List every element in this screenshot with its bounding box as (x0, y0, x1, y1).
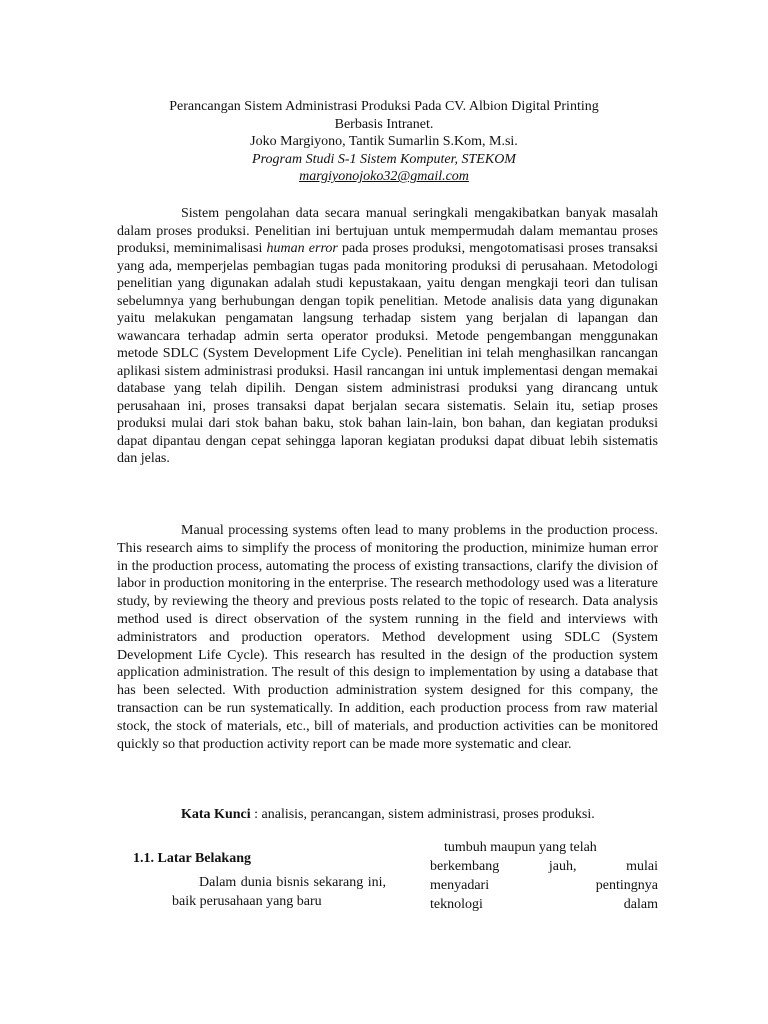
abstract-id-part-1: Sistem pengolahan data secara manual seringkali mengakibatkan banyak masalah dalam proses produksi. Penelitian ini bertujuan untuk mempermudah dalam memantau proses produksi, meminimalisasi (117, 206, 658, 256)
paper-authors: Joko Margiyono, Tantik Sumarlin S.Kom, M.si. (250, 134, 518, 150)
section-left-column: Dalam dunia bisnis sekarang ini, baik perusahaan yang baru (172, 875, 386, 909)
right-column-word: tumbuh maupun yang telah (444, 840, 597, 855)
paper-title-line-2: Berbasis Intranet. (334, 116, 434, 132)
keywords-label: Kata Kunci (181, 807, 251, 822)
paper-email-link[interactable]: margiyonojoko32@gmail.com (299, 169, 469, 185)
section-heading: 1.1. Latar Belakang (133, 851, 251, 866)
abstract-id-part-2: pada proses produksi, mengotomatisasi proses transaksi yang ada, memperjelas pembagian tugas pada monitoring produksi di perusahaan. Metodologi penelitian yang digunakan adalah studi kepustakaan, yaitu dengan mengkaji teori dan tulisan sebelumnya yang berhubungan dengan topik penelitian. Metode analisis data yang digunakan yaitu melakukan pengamatan langsung terhadap sistem yang berjalan di lapangan dan wawancara terhadap admin serta operator produksi. Metode pengembangan menggunakan metode SDLC (System Development Life Cycle). Penelitian ini telah menghasilkan rancangan aplikasi sistem administrasi produksi. Hasil rancangan ini untuk implementasi dengan memakai database yang telah dipilih. Dengan sistem administrasi produksi yang dirancang untuk perusahaan ini, proses transaksi dapat berjalan secara sistematis. Selain itu, setiap proses produksi mulai dari stok bahan baku, stok bahan lain-lain, bon bahan, dan kegiatan produksi dapat dipantau dengan cepat sehingga laporan kegiatan produksi dapat dibuat lebih sistematis dan jelas. (117, 241, 658, 466)
paper-affiliation: Program Studi S-1 Sistem Komputer, STEKOM (252, 151, 516, 167)
right-column-word: menyadari (430, 878, 490, 893)
right-column-word: mulai (626, 859, 658, 874)
paper-title-line-1: Perancangan Sistem Administrasi Produksi Pada CV. Albion Digital Printing (169, 99, 599, 114)
right-column-word: jauh, (548, 859, 577, 874)
abstract-indonesian (117, 205, 658, 468)
right-column-word: dalam (623, 897, 658, 912)
keywords (181, 806, 595, 824)
abstract-english: Manual processing systems often lead to many problems in the production process. This research aims to simplify the process of monitoring the production, minimize human error in the production process, automating the process of existing transactions, clarify the division of labor in production monitoring in the enterprise. The research methodology used was a literature study, by reviewing the theory and previous posts related to the topic of research. Data analysis method used is direct observation of the system running in the field and interviews with administrators and production operators. Method development using SDLC (System Development Life Cycle). This research has resulted in the design of the production system application administration. The result of this design to implementation by using a database that has been selected. With production administration system designed for this company, the transaction can be run systematically. In addition, each production process from raw material stock, the stock of materials, etc., bill of materials, and production activities can be monitored quickly so that production activity report can be made more systematic and clear. (117, 523, 658, 752)
section-right-column (430, 838, 658, 914)
right-column-word: berkembang (430, 859, 500, 874)
paper-header (100, 98, 668, 186)
right-column-word: teknologi (430, 897, 483, 912)
right-column-line (430, 876, 658, 895)
abstract-id-italic-term: human error (266, 241, 338, 256)
right-column-word: pentingnya (595, 878, 658, 893)
right-column-line (430, 895, 658, 914)
right-column-line (430, 838, 658, 857)
keywords-text: : analisis, perancangan, sistem administrasi, proses produksi. (250, 807, 595, 822)
right-column-line (430, 857, 658, 876)
